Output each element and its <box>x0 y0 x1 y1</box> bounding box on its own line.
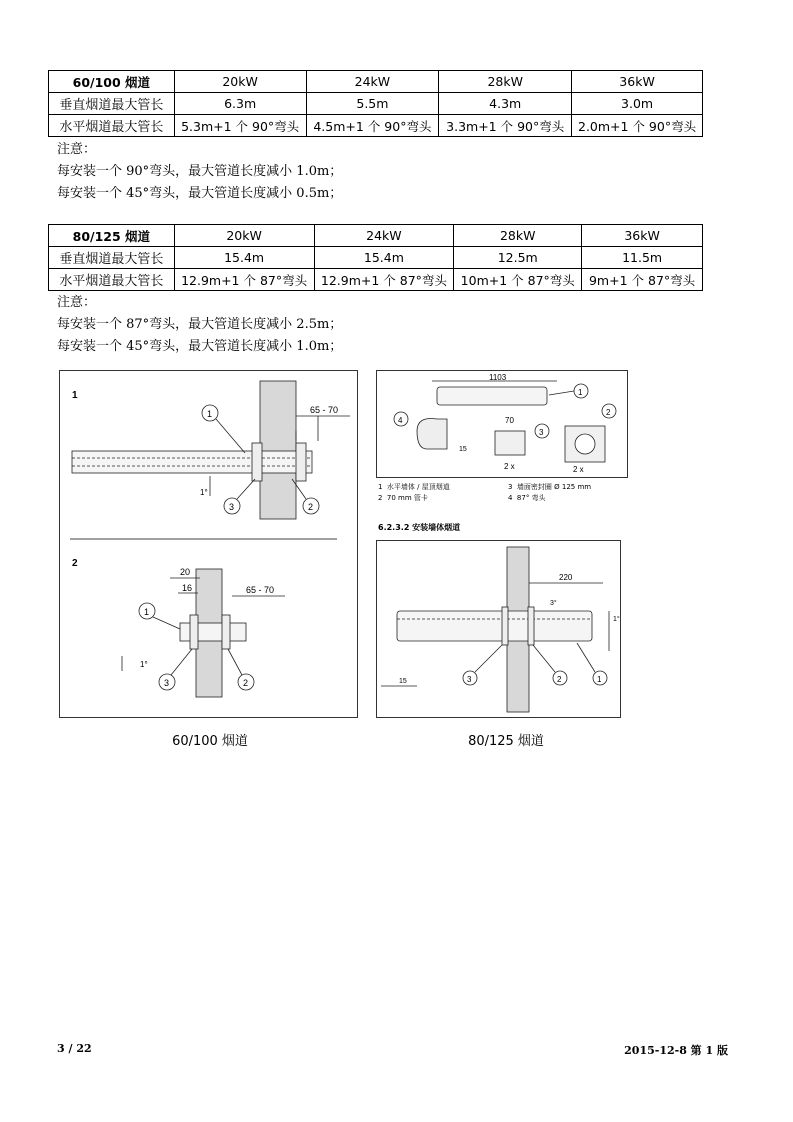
note-line: 每安装一个 87°弯头，最大管道长度减小 2.5m； <box>57 317 343 332</box>
dimension-label: 220 <box>559 573 573 582</box>
row-label: 垂直烟道最大管长 <box>49 247 175 269</box>
table-cell: 3.3m+1 个 90°弯头 <box>439 115 572 137</box>
dimension-label: 15 <box>459 446 467 453</box>
svg-text:2: 2 <box>606 408 611 417</box>
table-60-100 <box>48 70 703 137</box>
caption-60-100: 60/100 烟道 <box>172 734 248 749</box>
svg-text:4: 4 <box>398 416 403 425</box>
quantity-label: 2 x <box>573 465 584 474</box>
angle-label: 1° <box>200 488 208 497</box>
table-80-125 <box>48 224 703 291</box>
page-number: 3 / 22 <box>57 1042 92 1055</box>
table-cell: 12.9m+1 个 87°弯头 <box>314 269 454 291</box>
table-header-row <box>49 71 703 93</box>
dimension-label: 16 <box>182 583 193 593</box>
angle-label: 1° <box>140 660 148 669</box>
svg-text:3: 3 <box>229 502 235 512</box>
table-cell: 5.3m+1 个 90°弯头 <box>174 115 306 137</box>
table-cell: 2.0m+1 个 90°弯头 <box>572 115 703 137</box>
table-cell: 10m+1 个 87°弯头 <box>454 269 582 291</box>
svg-text:1: 1 <box>578 388 583 397</box>
notes-80-125 <box>57 292 342 358</box>
header-cell: 36kW <box>572 71 703 93</box>
table-cell: 9m+1 个 87°弯头 <box>582 269 703 291</box>
row-label: 水平烟道最大管长 <box>49 115 175 137</box>
callout-3: 3 <box>467 675 472 684</box>
notes-60-100 <box>57 139 342 205</box>
angle-label: 1° <box>613 616 620 623</box>
svg-text:3: 3 <box>164 678 170 688</box>
note-line: 每安装一个 90°弯头，最大管道长度减小 1.0m； <box>57 164 343 179</box>
header-cell: 60/100 烟道 <box>49 71 175 93</box>
wall <box>260 381 296 519</box>
row-label: 水平烟道最大管长 <box>49 269 175 291</box>
table-cell: 6.3m <box>174 93 306 115</box>
horizontal-flue-part <box>437 387 547 405</box>
note-line: 注意： <box>57 295 97 310</box>
note-line: 每安装一个 45°弯头，最大管道长度减小 1.0m； <box>57 339 343 354</box>
installation-diagram-60-100 <box>60 371 357 717</box>
table-cell: 15.4m <box>314 247 454 269</box>
installation-diagram-80-125 <box>377 541 620 717</box>
length-label: 1103 <box>489 373 507 382</box>
dimension-label: 65 - 70 <box>246 585 275 595</box>
pipe-clip-part <box>495 431 525 455</box>
callout-2: 2 <box>557 675 562 684</box>
table-cell: 12.9m+1 个 87°弯头 <box>174 269 314 291</box>
figure-80-125-parts <box>376 370 628 478</box>
table-row <box>49 247 703 269</box>
dimension-label: 70 <box>505 416 514 425</box>
note-line: 注意： <box>57 142 97 157</box>
svg-text:2: 2 <box>243 678 249 688</box>
table-cell: 12.5m <box>454 247 582 269</box>
svg-text:1: 1 <box>144 607 150 617</box>
section-1-label: 1 <box>72 390 78 401</box>
callout-1: 1 <box>597 675 602 684</box>
flue-pipe <box>397 611 592 641</box>
dimension-label: 65 - 70 <box>310 405 339 415</box>
note-line: 每安装一个 45°弯头，最大管道长度减小 0.5m； <box>57 186 343 201</box>
caption-80-125: 80/125 烟道 <box>468 734 544 749</box>
table-cell: 4.5m+1 个 90°弯头 <box>306 115 439 137</box>
table-cell: 15.4m <box>174 247 314 269</box>
header-cell: 20kW <box>174 225 314 247</box>
table-header-row <box>49 225 703 247</box>
table-cell: 4.3m <box>439 93 572 115</box>
header-cell: 36kW <box>582 225 703 247</box>
header-cell: 80/125 烟道 <box>49 225 175 247</box>
table-row <box>49 269 703 291</box>
table-cell: 3.0m <box>572 93 703 115</box>
svg-text:1: 1 <box>207 409 213 419</box>
header-cell: 28kW <box>439 71 572 93</box>
parts-diagram <box>377 371 627 477</box>
dimension-label: 20 <box>180 567 191 577</box>
elbow-part <box>417 419 447 450</box>
svg-text:2: 2 <box>308 502 314 512</box>
header-cell: 24kW <box>306 71 439 93</box>
table-cell: 5.5m <box>306 93 439 115</box>
section-2-label: 2 <box>72 558 78 569</box>
section-title: 6.2.3.2 安装墙体烟道 <box>378 523 461 532</box>
version-date: 2015-12-8 第 1 版 <box>624 1044 728 1057</box>
dimension-label: 15 <box>399 678 407 685</box>
row-label: 垂直烟道最大管长 <box>49 93 175 115</box>
header-cell: 24kW <box>314 225 454 247</box>
figure-60-100 <box>59 370 358 718</box>
table-row <box>49 93 703 115</box>
svg-text:3: 3 <box>539 428 544 437</box>
flue-pipe <box>72 451 312 473</box>
quantity-label: 2 x <box>504 462 515 471</box>
angle-label: 3° <box>550 600 557 607</box>
header-cell: 20kW <box>174 71 306 93</box>
figure-80-125-install <box>376 540 621 718</box>
table-row <box>49 115 703 137</box>
table-cell: 11.5m <box>582 247 703 269</box>
header-cell: 28kW <box>454 225 582 247</box>
